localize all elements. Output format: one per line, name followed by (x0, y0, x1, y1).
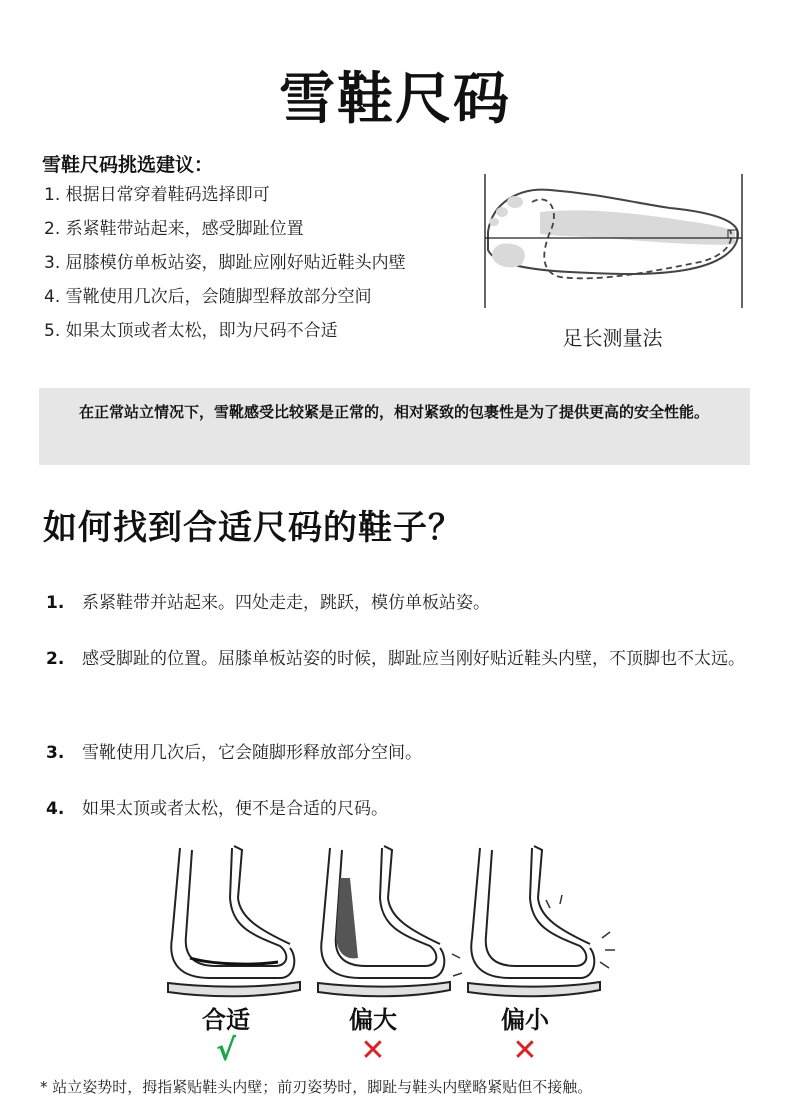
note-text: 在正常站立情况下，雪靴感受比较紧是正常的，相对紧致的包裹性是为了提供更高的安全性能。 (79, 403, 710, 421)
step-text: 系紧鞋带并站起来。四处走走，跳跃，模仿单板站姿。 (82, 593, 490, 613)
step-number: 1. (46, 593, 65, 613)
cross-icon: ✕ (360, 1033, 386, 1068)
tip-item: 5. 如果太顶或者太松，即为尺码不合适 (44, 321, 338, 341)
check-icon: √ (215, 1033, 236, 1068)
note-box (39, 388, 750, 465)
step-number: 2. (46, 649, 65, 669)
fit-label-large: 偏大 (349, 1006, 397, 1034)
step-number: 4. (46, 799, 65, 819)
foot-measure-diagram (480, 172, 750, 312)
section-title: 如何找到合适尺码的鞋子？ (43, 508, 463, 548)
page-title: 雪鞋尺码 (279, 67, 511, 132)
fit-label-small: 偏小 (501, 1006, 549, 1034)
step-number: 3. (46, 743, 65, 763)
boot-fit-good-icon (168, 846, 300, 996)
tip-item: 3. 屈膝模仿单板站姿，脚趾应刚好贴近鞋头内壁 (44, 253, 406, 273)
diagram-caption: 足长测量法 (562, 326, 663, 350)
tip-item: 4. 雪靴使用几次后，会随脚型释放部分空间 (44, 287, 372, 307)
footnote: * 站立姿势时，拇指紧贴鞋头内壁；前刃姿势时，脚趾与鞋头内壁略紧贴但不接触。 (40, 1078, 593, 1096)
tips-list (44, 186, 406, 356)
step-text: 如果太顶或者太松，便不是合适的尺码。 (82, 799, 388, 819)
step-text: 雪靴使用几次后，它会随脚形释放部分空间。 (82, 743, 422, 763)
tip-item: 2. 系紧鞋带站起来，感受脚趾位置 (44, 219, 304, 239)
tip-item: 1. 根据日常穿着鞋码选择即可 (44, 185, 270, 205)
cross-icon: ✕ (512, 1033, 538, 1068)
boot-fit-large-icon (318, 846, 450, 996)
fit-label-good: 合适 (202, 1006, 250, 1034)
step-text: 感受脚趾的位置。屈膝单板站姿的时候，脚趾应当刚好贴近鞋头内壁，不顶脚也不太远。 (82, 649, 745, 669)
boot-fit-illustration (150, 838, 630, 1008)
boot-fit-small-icon (452, 846, 615, 996)
tips-heading: 雪鞋尺码挑选建议： (42, 154, 214, 176)
